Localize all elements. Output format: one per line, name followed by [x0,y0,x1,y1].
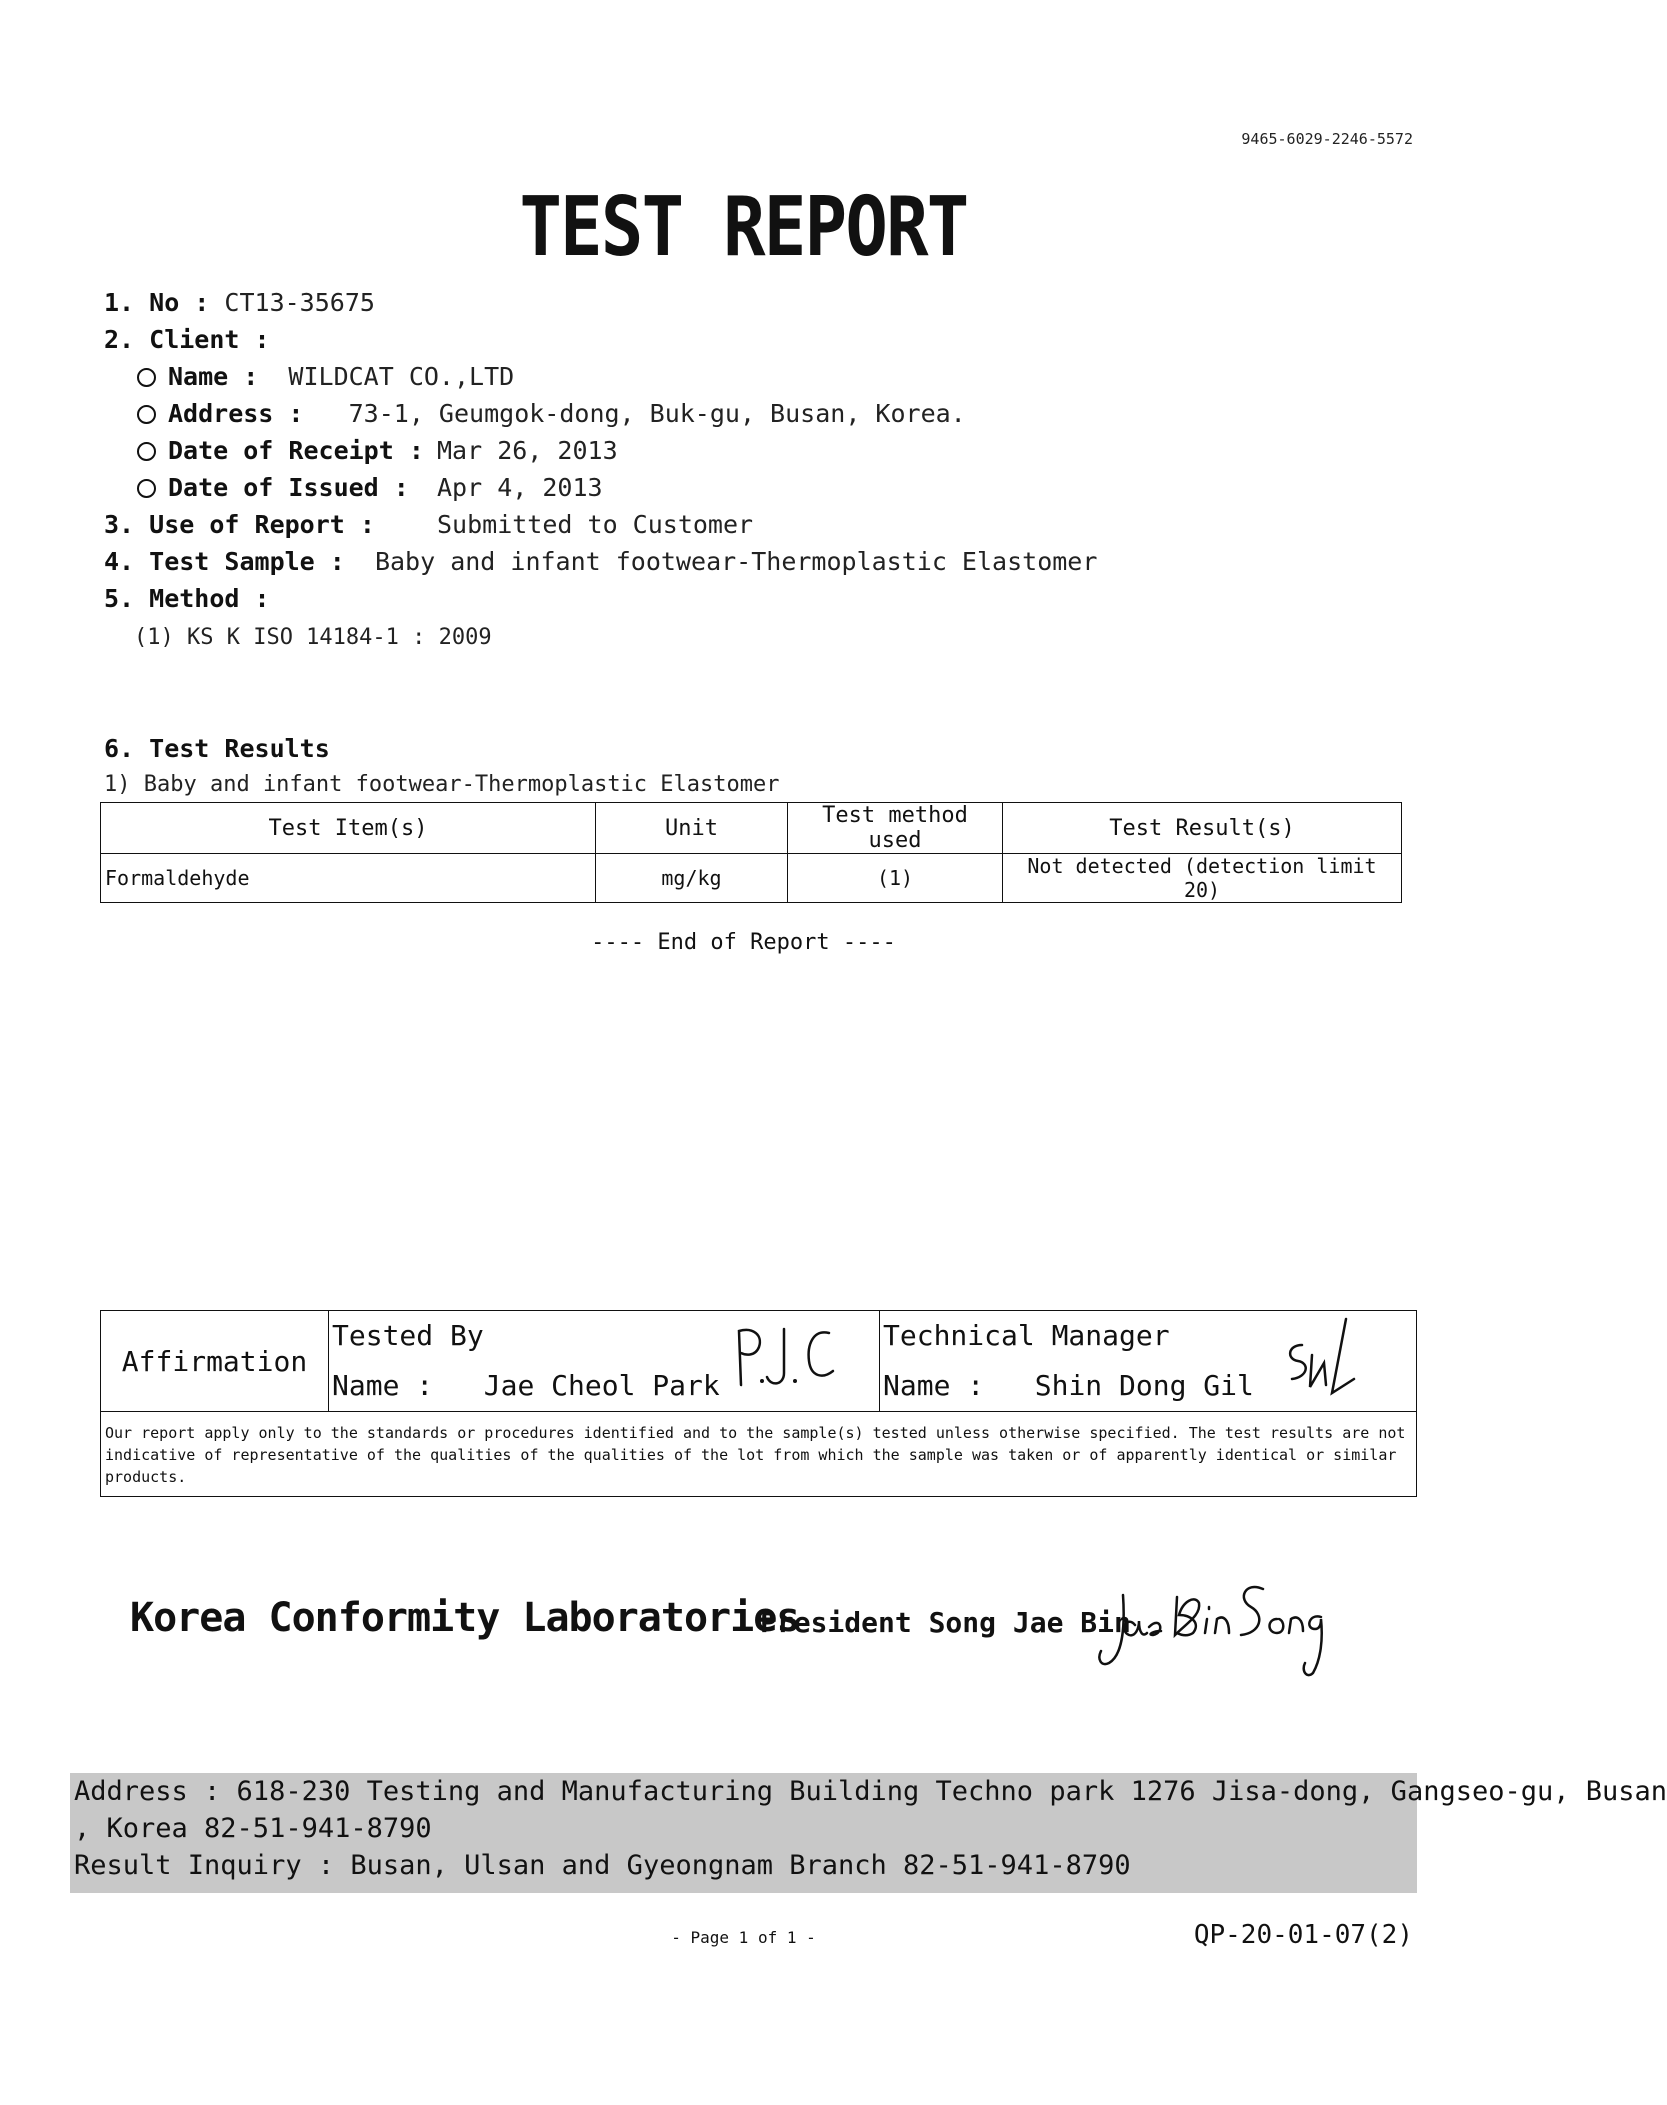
column-header: Test method used [788,803,1003,854]
technical-manager-name [883,1369,1254,1402]
date-of-receipt-value: Mar 26, 2013 [437,436,618,465]
technical-manager-signature [1280,1315,1360,1400]
test-sample-label: 4. Test Sample : [104,547,345,576]
form-code: QP-20-01-07(2) [1193,1920,1413,1950]
bullet-circle-icon [137,479,156,498]
manager-name-label: Name : [883,1369,985,1402]
footer-address-line2: , Korea 82-51-941-8790 [74,1813,432,1844]
report-number-label: 1. No : [104,288,210,317]
client-name-label: Name : [168,362,259,391]
laboratory-name: Korea Conformity Laboratories [130,1595,800,1641]
report-number [104,288,375,318]
footer-inquiry: Result Inquiry : Busan, Ulsan and Gyeongnam Branch 82-51-941-8790 [74,1850,1131,1881]
document-id: 9465-6029-2246-5572 [1241,130,1413,148]
method-label: 5. Method : [104,584,270,613]
date-of-receipt [137,436,424,466]
test-sample [104,547,1097,577]
date-of-receipt-label: Date of Receipt : [168,436,424,465]
use-of-report-label: 3. Use of Report : [104,510,375,539]
results-table [100,802,1402,903]
date-of-issued-label: Date of Issued : [168,473,409,502]
disclaimer-text: Our report apply only to the standards or procedures identified and to the sample(s) tested unless otherwise specified. The test results are not indicative of representative of the qualities of the qualities of the lot from which the sample was taken or of apparently identical or similar products. [101,1412,1417,1497]
tested-by-signature [729,1323,839,1393]
tested-by-label: Tested By [332,1319,484,1352]
page-title: TEST REPORT [519,180,968,275]
column-header: Test Result(s) [1003,803,1402,854]
affirmation-label: Affirmation [101,1311,329,1412]
technical-manager-cell [880,1311,1417,1412]
bullet-circle-icon [137,368,156,387]
tested-name-label: Name : [332,1369,434,1402]
date-of-issued [137,473,409,503]
bullet-circle-icon [137,442,156,461]
president-signature [1095,1575,1325,1680]
end-of-report: ---- End of Report ---- [591,930,896,955]
test-sample-value: Baby and infant footwear-Thermoplastic Elastomer [374,547,1098,576]
footer-address-line1: Address : 618-230 Testing and Manufacturing Building Techno park 1276 Jisa-dong, Gangseo-gu, Busan [74,1776,1667,1807]
page-number: - Page 1 of 1 - [671,1928,816,1947]
client-name [137,362,514,392]
tested-by-cell [329,1311,880,1412]
client-address-label: Address : [168,399,304,428]
client-heading: 2. Client : [104,325,270,354]
method-cell: (1) [788,854,1003,903]
table-row [101,854,1402,903]
date-of-issued-value: Apr 4, 2013 [437,473,603,502]
use-of-report-value: Submitted to Customer [437,510,754,539]
test-item-cell: Formaldehyde [101,854,596,903]
table-header-row [101,803,1402,854]
president-name: President Song Jae Bin [760,1606,1131,1639]
client-name-value: WILDCAT CO.,LTD [288,362,515,391]
bullet-circle-icon [137,405,156,424]
method-value: (1) KS K ISO 14184-1 : 2009 [134,625,492,650]
report-number-value: CT13-35675 [224,288,375,317]
result-cell: Not detected (detection limit 20) [1003,854,1402,903]
column-header: Test Item(s) [101,803,596,854]
manager-name-value: Shin Dong Gil [1034,1369,1254,1402]
unit-cell: mg/kg [596,854,788,903]
client-address-value: 73-1, Geumgok-dong, Buk-gu, Busan, Korea. [348,399,966,428]
results-heading: 6. Test Results [104,734,330,763]
technical-manager-label: Technical Manager [883,1319,1170,1352]
results-subheading: 1) Baby and infant footwear-Thermoplastic Elastomer [104,772,780,797]
client-address [137,399,966,429]
footer-contact-box [70,1773,1667,1893]
column-header: Unit [596,803,788,854]
tested-name-value: Jae Cheol Park [483,1369,720,1402]
tested-by-name [332,1369,720,1402]
affirmation-table [100,1310,1417,1497]
